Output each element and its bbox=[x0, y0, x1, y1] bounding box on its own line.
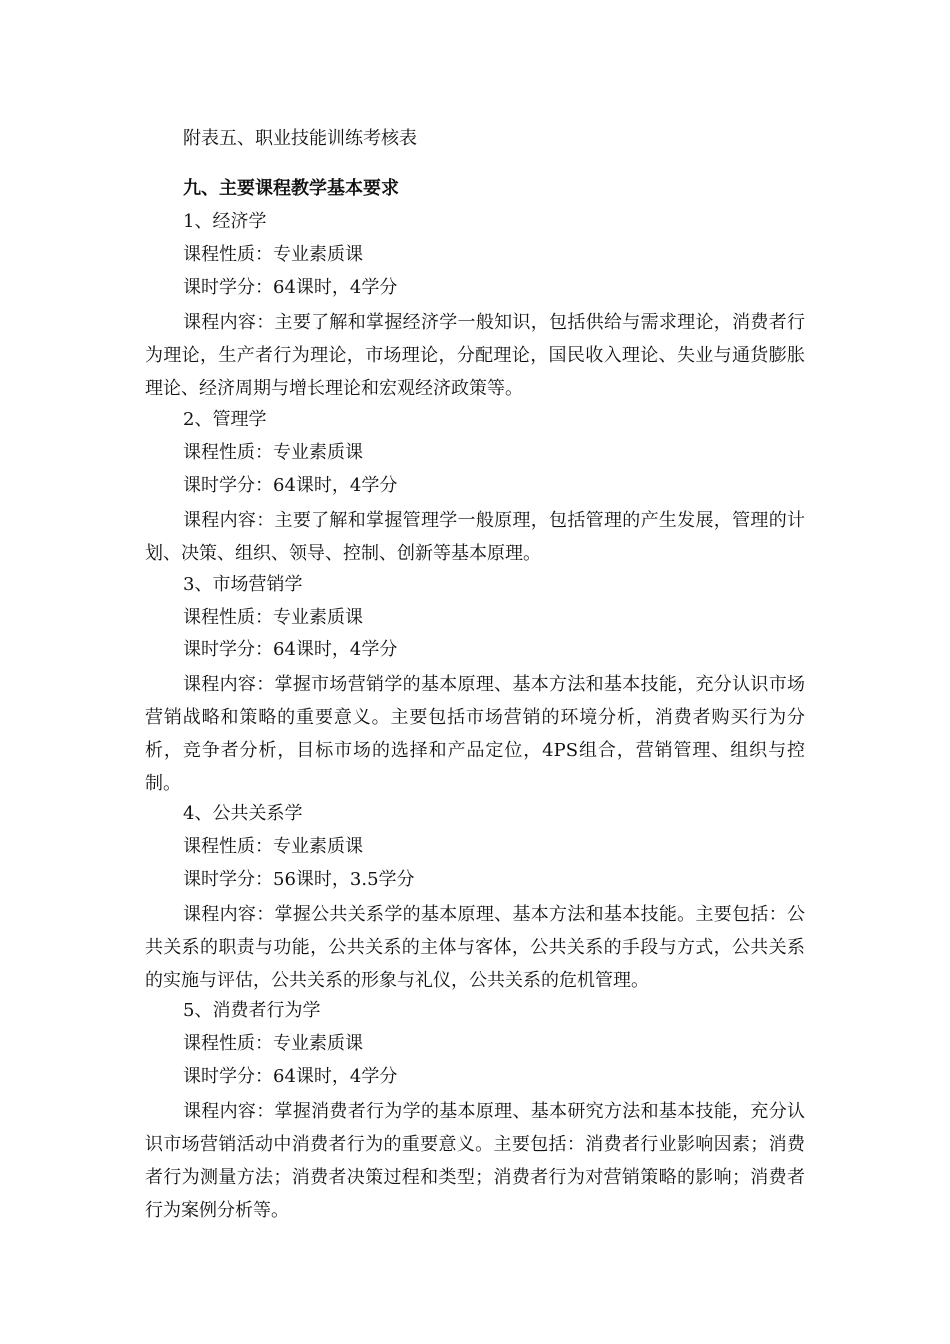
course-content: 课程内容：掌握市场营销学的基本原理、基本方法和基本技能，充分认识市场营销战略和策略的重要意义。主要包括市场营销的环境分析，消费者购买行为分析，竞争者分析，目标市场的选择和产品定位，4PS组合，营销管理、组织与控制。 bbox=[145, 674, 805, 794]
course-content: 课程内容：主要了解和掌握管理学一般原理，包括管理的产生发展，管理的计划、决策、组织、领导、控制、创新等基本原理。 bbox=[145, 510, 805, 564]
course-nature: 课程性质：专业素质课 bbox=[183, 244, 363, 265]
course-content: 课程内容：掌握消费者行为学的基本原理、基本研究方法和基本技能，充分认识市场营销活动中消费者行为的重要意义。主要包括：消费者行业影响因素；消费者行为测量方法；消费者决策过程和类型；消费者行为对营销策略的影响；消费者行为案例分析等。 bbox=[145, 1101, 805, 1221]
course-content: 课程内容：掌握公共关系学的基本原理、基本方法和基本技能。主要包括：公共关系的职责与功能，公共关系的主体与客体，公共关系的手段与方式，公共关系的实施与评估，公共关系的形象与礼仪，公共关系的危机管理。 bbox=[145, 904, 805, 991]
course-nature: 课程性质：专业素质课 bbox=[183, 442, 363, 463]
course-nature: 课程性质：专业素质课 bbox=[183, 607, 363, 628]
course-title: 2、管理学 bbox=[183, 409, 267, 430]
course-hours: 课时学分：64课时，4学分 bbox=[183, 277, 398, 298]
course-hours: 课时学分：64课时，4学分 bbox=[183, 639, 398, 660]
course-content: 课程内容：主要了解和掌握经济学一般知识，包括供给与需求理论，消费者行为理论，生产者行为理论，市场理论，分配理论，国民收入理论、失业与通货膨胀理论、经济周期与增长理论和宏观经济政策等。 bbox=[145, 312, 805, 399]
course-title: 1、经济学 bbox=[183, 211, 267, 232]
course-hours: 课时学分：64课时，4学分 bbox=[183, 475, 398, 496]
course-hours: 课时学分：56课时，3.5学分 bbox=[183, 869, 415, 890]
course-title: 3、市场营销学 bbox=[183, 574, 303, 595]
course-title: 4、公共关系学 bbox=[183, 803, 303, 824]
appendix-line: 附表五、职业技能训练考核表 bbox=[183, 128, 417, 149]
course-nature: 课程性质：专业素质课 bbox=[183, 1033, 363, 1054]
course-hours: 课时学分：64课时，4学分 bbox=[183, 1066, 398, 1087]
course-title: 5、消费者行为学 bbox=[183, 1000, 321, 1021]
section-heading: 九、主要课程教学基本要求 bbox=[183, 178, 399, 199]
course-nature: 课程性质：专业素质课 bbox=[183, 836, 363, 857]
